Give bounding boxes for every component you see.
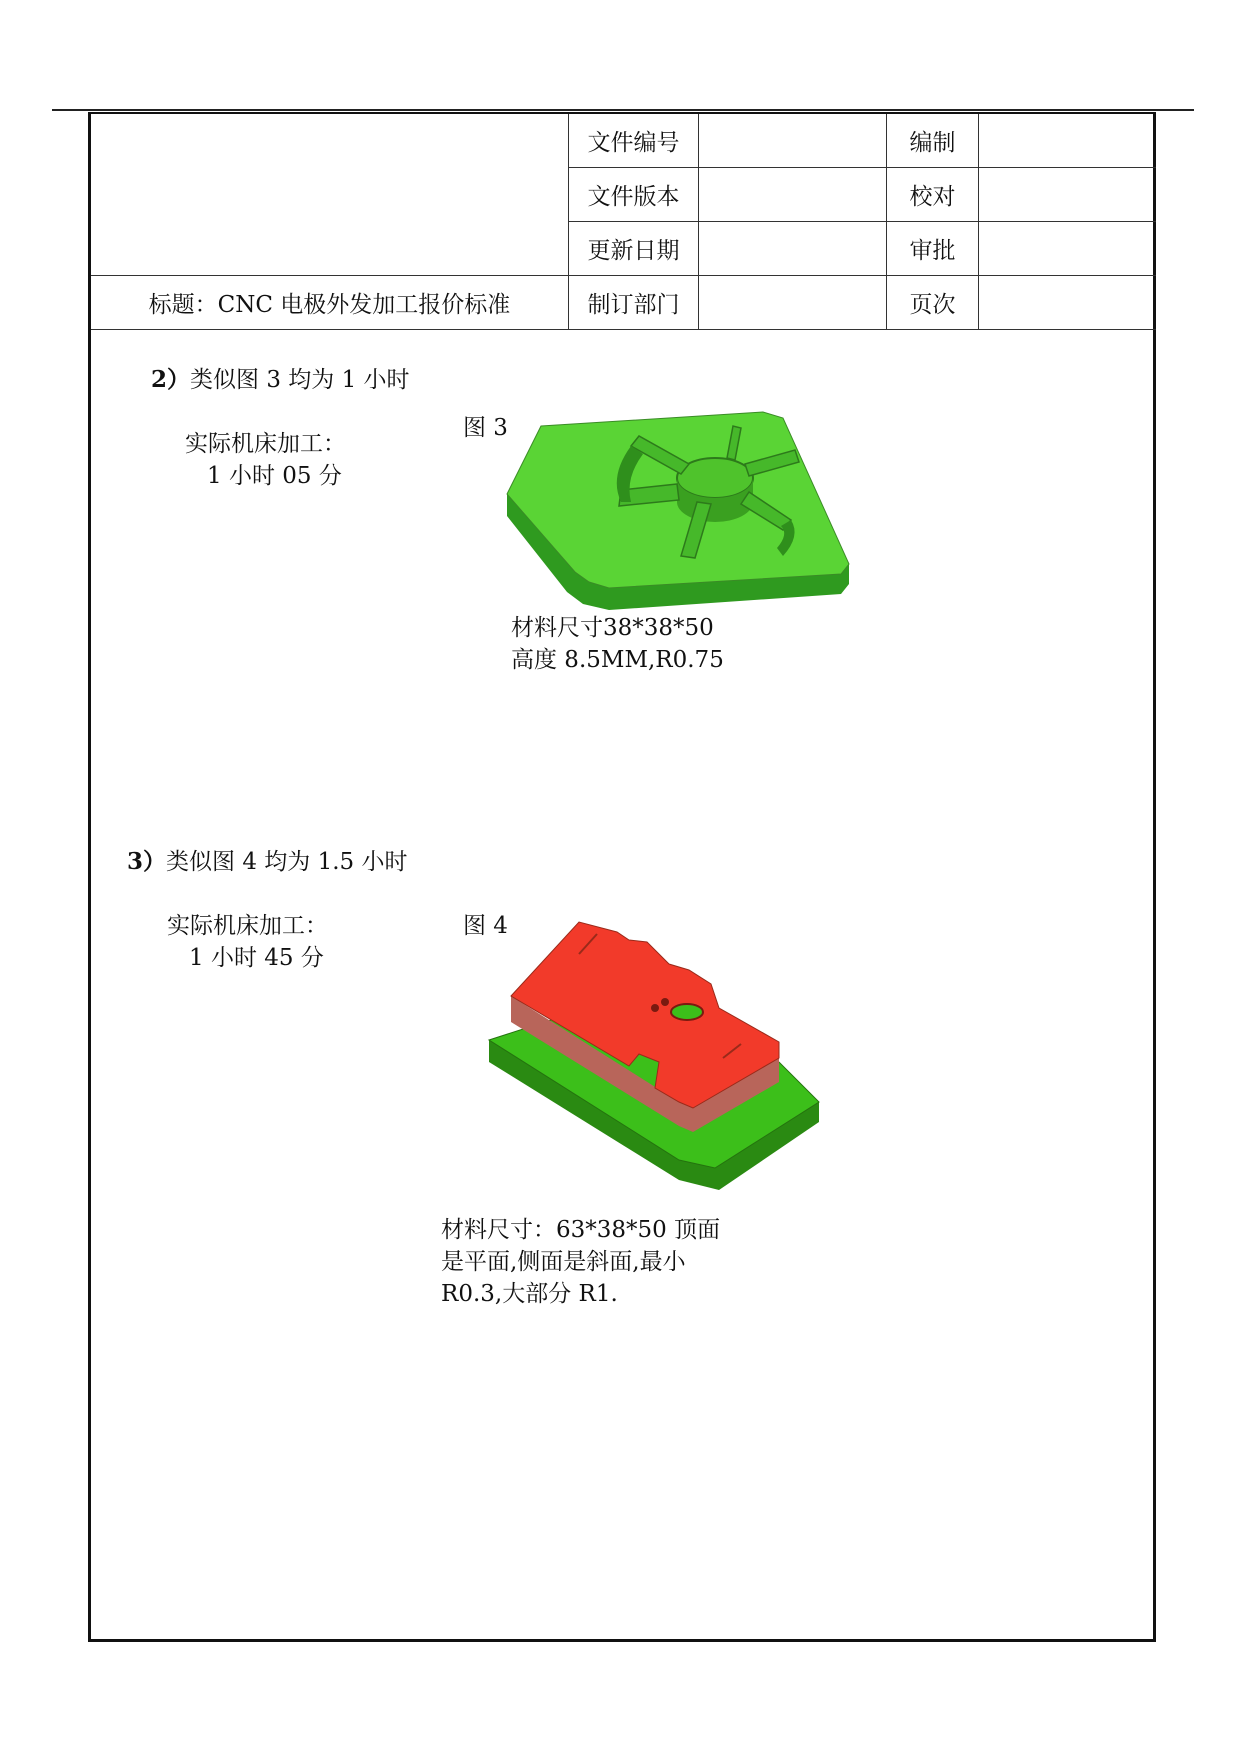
section-2-actual-value: 1 小时 05 分	[207, 463, 342, 489]
approved-by-label-text: 审批	[909, 238, 956, 264]
header-table	[91, 114, 1156, 330]
page-number-label	[887, 276, 979, 330]
file-version-label-text: 文件版本	[587, 184, 680, 210]
section-3-actual-value: 1 小时 45 分	[189, 945, 324, 971]
section-2-heading-text: 类似图 3 均为 1 小时	[190, 367, 410, 393]
document-title-text: 标题：CNC 电极外发加工报价标准	[148, 292, 511, 318]
checked-by-label	[887, 168, 979, 222]
approved-by-label	[887, 222, 979, 276]
file-number-label-text: 文件编号	[587, 130, 680, 156]
figure-4-caption-line-1: 材料尺寸：63*38*50 顶面	[441, 1217, 721, 1243]
figure-4-caption-line-2: 是平面,侧面是斜面,最小	[441, 1249, 686, 1275]
section-2-number: 2）	[151, 366, 191, 393]
section-3-actual-label: 实际机床加工：	[167, 913, 328, 939]
document-frame	[88, 112, 1156, 1642]
prepared-by-label	[887, 114, 979, 168]
prepared-by-value	[979, 114, 1156, 168]
page-number-value	[979, 276, 1156, 330]
checked-by-label-text: 校对	[909, 184, 956, 210]
approved-by-value	[979, 222, 1156, 276]
logo-cell	[91, 114, 569, 276]
figure-3-caption-line-1: 材料尺寸38*38*50	[511, 615, 714, 641]
figure-4-image	[479, 912, 849, 1212]
figure-4-caption-line-3: R0.3,大部分 R1.	[441, 1281, 618, 1307]
header-rule	[52, 109, 1194, 111]
section-2-actual-label: 实际机床加工：	[185, 431, 346, 457]
department-label	[569, 276, 699, 330]
prepared-by-label-text: 编制	[909, 130, 956, 156]
department-label-text: 制订部门	[587, 292, 680, 318]
figure-3-image	[501, 406, 857, 636]
update-date-label	[569, 222, 699, 276]
checked-by-value	[979, 168, 1156, 222]
page-number-label-text: 页次	[909, 292, 956, 318]
file-version-value	[699, 168, 887, 222]
file-number-label	[569, 114, 699, 168]
document-title	[91, 276, 569, 330]
figure-3-caption-line-2: 高度 8.5MM,R0.75	[511, 647, 724, 673]
figure-4-label: 图 4	[463, 913, 508, 939]
update-date-value	[699, 222, 887, 276]
section-2-heading	[151, 364, 410, 396]
section-3-heading	[127, 846, 407, 878]
file-version-label	[569, 168, 699, 222]
hole-2	[661, 998, 669, 1006]
department-value	[699, 276, 887, 330]
slot-opening	[671, 1004, 703, 1020]
hole-1	[651, 1004, 659, 1012]
file-number-value	[699, 114, 887, 168]
figure-3-caption	[511, 612, 724, 676]
section-3-heading-text: 类似图 4 均为 1.5 小时	[166, 849, 408, 875]
figure-4-caption	[441, 1214, 721, 1310]
update-date-label-text: 更新日期	[587, 238, 680, 264]
figure-3-label: 图 3	[463, 415, 508, 441]
section-3-number: 3）	[127, 848, 167, 875]
